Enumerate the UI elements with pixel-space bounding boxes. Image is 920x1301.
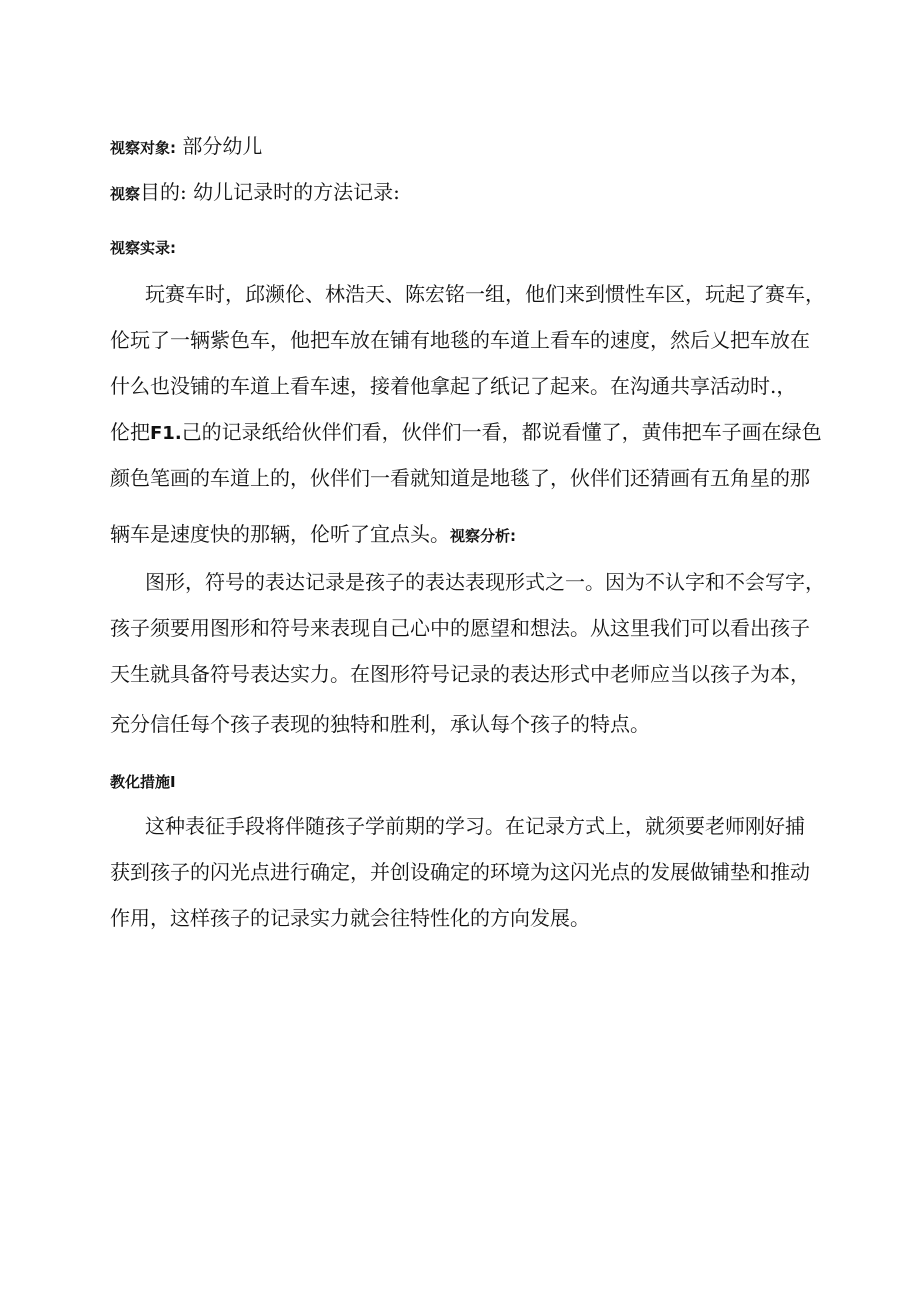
record-line-5: 颜色笔画的车道上的，伙伴们一看就知道是地毯了，伙伴们还猜画有五角星的那 [110, 466, 810, 490]
observation-target-label: 视察对象: [110, 139, 176, 157]
record-line-2: 伦玩了一辆紫色车，他把车放在铺有地毯的车道上看车的速度，然后乂把车放在 [110, 328, 810, 352]
analysis-line-3: 天生就具备符号表达实力。在图形符号记录的表达形式中老师应当以孩子为本， [110, 662, 810, 686]
record-line-1: 玩赛车时，邱濒伦、林浩天、陈宏铭一组，他们来到惯性车区，玩起了赛车， [145, 282, 825, 306]
measures-heading: 教化措施I [110, 773, 176, 791]
analysis-line-2: 孩子须要用图形和符号来表现自己心中的愿望和想法。从这里我们可以看出孩子 [110, 616, 810, 640]
observation-goal-line [110, 178, 400, 208]
record-line-4 [110, 418, 822, 448]
record-line-6 [110, 520, 516, 550]
measures-line-3: 作用，这样孩子的记录实力就会往特性化的方向发展。 [110, 906, 590, 930]
record-line-4-part-a: 伦把 [110, 420, 150, 444]
record-line-3: 什么也没铺的车道上看车速，接着他拿起了纸记了起来。在沟通共享活动时.， [110, 374, 797, 398]
observation-target-value: 部分幼儿 [182, 134, 263, 158]
measures-line-1: 这种表征手段将伴随孩子学前期的学习。在记录方式上，就须要老师刚好捕 [145, 814, 805, 838]
record-line-4-part-b: 己的记录纸给伙伴们看，伙伴们一看，都说看懂了，黄伟把车子画在绿色 [181, 420, 822, 444]
observation-goal-value: 幼儿记录时的方法记录: [193, 180, 400, 204]
analysis-line-4: 充分信任每个孩子表现的独特和胜利，承认每个孩子的特点。 [110, 712, 650, 736]
analysis-line-1: 图形，符号的表达记录是孩子的表达表现形式之一。因为不认字和不会写字， [145, 570, 825, 594]
record-line-4-bold: F1. [150, 423, 182, 444]
observation-target-line [110, 132, 262, 162]
observation-goal-label-b: 目的: [140, 180, 187, 204]
observation-goal-label-a: 视察 [110, 185, 141, 203]
record-line-6-text: 辆车是速度快的那辆，伦听了宜点头。 [110, 522, 450, 546]
analysis-heading: 视察分析: [450, 527, 516, 545]
record-heading: 视察实录: [110, 239, 176, 257]
measures-line-2: 获到孩子的闪光点进行确定，并创设确定的环境为这闪光点的发展做铺垫和推动 [110, 860, 810, 884]
